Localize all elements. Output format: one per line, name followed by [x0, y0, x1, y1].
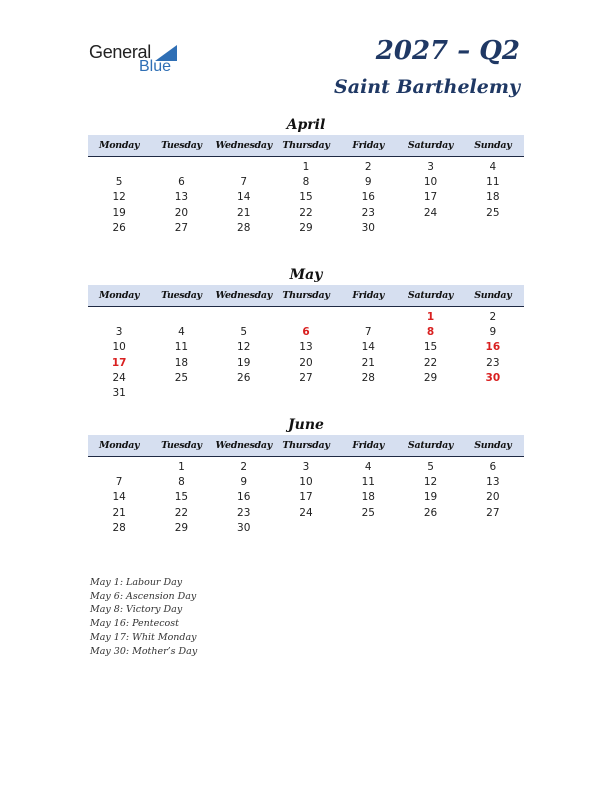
day-cell: 4: [364, 461, 372, 473]
day-cell: 2: [364, 161, 372, 173]
day-cell: 28: [237, 221, 251, 234]
day-cell: 4: [489, 161, 497, 173]
week-row: [88, 460, 524, 475]
day-cell: 30: [485, 371, 501, 384]
day-cell: 10: [299, 476, 313, 489]
day-cell: 16: [237, 491, 251, 504]
logo-word-general: General: [89, 42, 151, 62]
holiday-note: May 17: Whit Monday: [90, 631, 197, 643]
day-cell: 3: [427, 161, 434, 173]
day-cell: 17: [423, 191, 438, 204]
weekday-label: Thursday: [282, 140, 330, 151]
month-name: June: [288, 417, 324, 433]
day-cell: 18: [361, 491, 375, 504]
day-cell: 21: [237, 206, 251, 219]
weekday-label: Thursday: [282, 290, 330, 301]
day-cell: [462, 386, 524, 401]
day-cell: 14: [361, 341, 375, 354]
day-cell: 29: [423, 371, 438, 384]
weekday-header: [88, 285, 524, 307]
holiday-note: May 16: Pentecost: [90, 618, 179, 630]
week-row: [88, 325, 524, 340]
day-cell: 1: [178, 461, 185, 473]
day-cell: 9: [489, 326, 497, 339]
weekday-label: Monday: [99, 140, 140, 151]
day-cell: 19: [112, 206, 126, 219]
day-cell: [399, 221, 461, 236]
day-cell: 16: [485, 341, 501, 354]
day-cell: [462, 521, 524, 536]
day-cell: 30: [237, 521, 251, 534]
day-cell: [275, 386, 337, 401]
week-row: [88, 310, 524, 325]
day-cell: [399, 521, 461, 536]
weekday-label: Friday: [352, 440, 385, 451]
weekday-label: Monday: [99, 440, 140, 451]
week-row: [88, 506, 524, 521]
week-row: [88, 475, 524, 490]
day-cell: 3: [115, 326, 123, 339]
day-cell: [150, 386, 212, 401]
day-cell: 15: [299, 191, 313, 204]
month-june: [88, 415, 524, 536]
month-april: [88, 115, 524, 236]
weekday-label: Saturday: [407, 140, 454, 151]
weekday-label: Wednesday: [215, 140, 272, 151]
week-row: [88, 160, 524, 175]
day-cell: 21: [112, 506, 126, 519]
page-subtitle: Saint Barthelemy: [334, 76, 520, 98]
month-may: [88, 265, 524, 401]
day-cell: 26: [112, 221, 126, 234]
week-row: [88, 521, 524, 536]
holiday-notes: [90, 576, 197, 658]
holiday-note: May 30: Mother’s Day: [90, 645, 198, 657]
week-row: [88, 386, 524, 401]
day-cell: 13: [486, 476, 500, 489]
day-cell: 15: [174, 491, 189, 504]
day-cell: 27: [486, 506, 500, 519]
day-cell: 17: [111, 356, 127, 369]
day-cell: 13: [299, 341, 313, 354]
day-cell: 24: [299, 506, 313, 519]
day-cell: [337, 310, 399, 325]
day-cell: 13: [174, 191, 189, 204]
day-cell: 19: [237, 356, 251, 369]
day-cell: [150, 310, 212, 325]
calendar-weeks: [88, 307, 524, 401]
day-cell: 6: [489, 461, 497, 473]
day-cell: 18: [486, 191, 500, 204]
day-cell: 25: [174, 371, 189, 384]
day-cell: 19: [423, 491, 438, 504]
day-cell: 25: [361, 506, 375, 519]
day-cell: 3: [302, 461, 310, 473]
day-cell: 12: [237, 341, 251, 354]
day-cell: [88, 160, 150, 175]
day-cell: 23: [237, 506, 251, 519]
weekday-label: Sunday: [474, 140, 512, 151]
day-cell: 8: [178, 476, 185, 489]
weekday-label: Wednesday: [215, 290, 272, 301]
day-cell: [213, 386, 275, 401]
day-cell: [275, 521, 337, 536]
day-cell: 1: [426, 311, 435, 323]
weekday-label: Friday: [352, 290, 385, 301]
week-row: [88, 490, 524, 505]
day-cell: 9: [240, 476, 248, 489]
weekday-header: [88, 435, 524, 457]
day-cell: 9: [364, 176, 372, 189]
day-cell: 14: [237, 191, 251, 204]
day-cell: 12: [112, 191, 126, 204]
holiday-note: May 6: Ascension Day: [90, 590, 197, 602]
day-cell: 30: [361, 221, 375, 234]
day-cell: 11: [486, 176, 500, 189]
calendar-weeks: [88, 157, 524, 236]
weekday-label: Saturday: [407, 440, 454, 451]
day-cell: 26: [237, 371, 251, 384]
day-cell: [275, 310, 337, 325]
day-cell: 6: [302, 326, 310, 339]
day-cell: [462, 221, 524, 236]
day-cell: 6: [178, 176, 185, 189]
week-row: [88, 206, 524, 221]
day-cell: [337, 521, 399, 536]
day-cell: 5: [115, 176, 123, 189]
day-cell: [213, 310, 275, 325]
weekday-label: Monday: [99, 290, 140, 301]
weekday-label: Sunday: [474, 440, 512, 451]
page-title: 2027 – Q2: [375, 36, 520, 66]
weekday-label: Tuesday: [161, 290, 202, 301]
day-cell: 23: [361, 206, 375, 219]
day-cell: 1: [302, 161, 310, 173]
day-cell: 27: [174, 221, 189, 234]
day-cell: 24: [112, 371, 126, 384]
weekday-label: Thursday: [282, 440, 330, 451]
day-cell: 20: [174, 206, 189, 219]
weekday-label: Tuesday: [161, 140, 202, 151]
weekday-label: Sunday: [474, 290, 512, 301]
day-cell: 22: [299, 206, 313, 219]
day-cell: 11: [174, 341, 189, 354]
week-row: [88, 356, 524, 371]
weekday-label: Wednesday: [215, 440, 272, 451]
day-cell: 17: [299, 491, 313, 504]
day-cell: 5: [427, 461, 434, 473]
day-cell: 16: [361, 191, 375, 204]
day-cell: 10: [112, 341, 126, 354]
day-cell: 5: [240, 326, 248, 339]
day-cell: 14: [112, 491, 126, 504]
week-row: [88, 371, 524, 386]
day-cell: [150, 160, 212, 175]
day-cell: [88, 460, 150, 475]
weekday-label: Friday: [352, 140, 385, 151]
generalblue-logo: [89, 42, 199, 76]
weekday-label: Tuesday: [161, 440, 202, 451]
month-name: April: [286, 117, 326, 133]
weekday-label: Saturday: [407, 290, 454, 301]
day-cell: 15: [423, 341, 438, 354]
calendar-weeks: [88, 457, 524, 536]
week-row: [88, 340, 524, 355]
day-cell: 2: [240, 461, 248, 473]
day-cell: 7: [115, 476, 123, 489]
logo-word-blue: Blue: [139, 58, 172, 75]
day-cell: 28: [112, 521, 126, 534]
weekday-header: [88, 135, 524, 157]
day-cell: 29: [174, 521, 189, 534]
holiday-note: May 1: Labour Day: [90, 577, 183, 588]
day-cell: 7: [240, 176, 248, 189]
day-cell: 22: [174, 506, 189, 519]
day-cell: 11: [361, 476, 375, 489]
day-cell: 2: [489, 311, 497, 323]
day-cell: [213, 160, 275, 175]
day-cell: 8: [426, 326, 435, 339]
day-cell: [399, 386, 461, 401]
day-cell: 29: [299, 221, 313, 234]
day-cell: [88, 310, 150, 325]
week-row: [88, 175, 524, 190]
day-cell: 18: [174, 356, 189, 369]
week-row: [88, 221, 524, 236]
day-cell: 21: [361, 356, 375, 369]
day-cell: 25: [486, 206, 500, 219]
week-row: [88, 190, 524, 205]
day-cell: 12: [423, 476, 438, 489]
day-cell: [337, 386, 399, 401]
day-cell: 8: [302, 176, 310, 189]
day-cell: 31: [112, 386, 126, 399]
day-cell: 22: [423, 356, 438, 369]
day-cell: 10: [423, 176, 438, 189]
day-cell: 4: [178, 326, 185, 339]
day-cell: 20: [486, 491, 500, 504]
holiday-note: May 8: Victory Day: [90, 604, 183, 616]
day-cell: 28: [361, 371, 375, 384]
month-name: May: [289, 267, 323, 283]
day-cell: 27: [299, 371, 313, 384]
day-cell: 24: [423, 206, 438, 219]
day-cell: 23: [486, 356, 500, 369]
day-cell: 7: [364, 326, 372, 339]
day-cell: 26: [423, 506, 438, 519]
day-cell: 20: [299, 356, 313, 369]
